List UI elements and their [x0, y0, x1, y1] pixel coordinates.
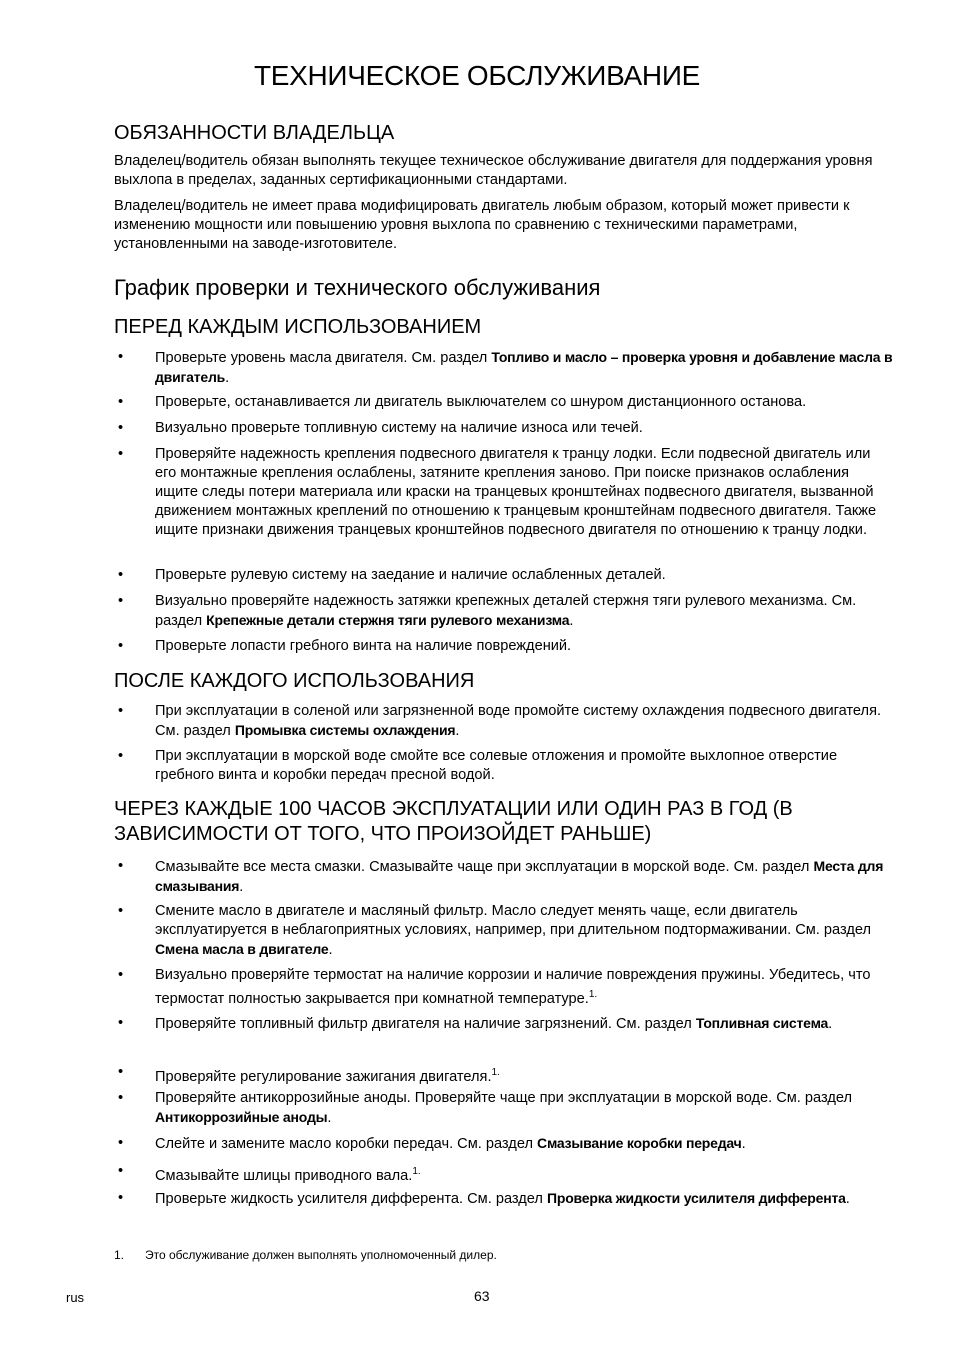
- list-item: • При эксплуатации в морской воде смойте все солевые отложения и промойте выхлопное отверстие гребного винта и коробки передач пресной водой.: [118, 748, 838, 783]
- list-item: • Визуально проверяйте термостат на наличие коррозии и наличие повреждения пружины. Убедитесь, что термостат полностью закрывается при комнатной температуре.$^{1.}$: [118, 967, 871, 1007]
- after-heading: ПОСЛЕ КАЖДОГО ИСПОЛЬЗОВАНИЯ: [114, 670, 475, 692]
- list-item: • Визуально проверьте топливную систему на наличие износа или течей.: [118, 420, 643, 436]
- list-item: • При эксплуатации в соленой или загрязненной воде промойте систему охлаждения подвесного двигателя. См. раздел Промывка системы охлаждения.: [118, 703, 882, 739]
- footer-language: rus: [66, 1290, 85, 1305]
- list-item: • Проверяйте надежность крепления подвесного двигателя к транцу лодки. Если подвесной двигатель или его монтажные крепления ослаблены, затяните крепления заново. При поиске признаков ослабления ищите следы потери материала или краски на транцевых кронштейнах подвесного двигателя, вызванной движением монтажных креплений по отношению к транцевым кронштейнам подвесного двигателя. Также ищите признаки движения транцевых кронштейнов подвесного двигателя по отношению к транцу лодки.: [118, 446, 877, 538]
- footnote-text: Это обслуживание должен выполнять уполномоченный дилер.: [145, 1248, 497, 1262]
- list-item: • Визуально проверяйте надежность затяжки крепежных деталей стержня тяги рулевого механизма. См. раздел Крепежные детали стержня тяги рулевого механизма.: [118, 593, 857, 629]
- section-reference: Промывка системы охлаждения: [234, 722, 456, 738]
- section-reference: Смазывание коробки передач: [537, 1135, 742, 1151]
- every100-heading: ЧЕРЕЗ КАЖДЫЕ 100 ЧАСОВ ЭКСПЛУАТАЦИИ ИЛИ ОДИН РАЗ В ГОД (В ЗАВИСИМОСТИ ОТ ТОГО, ЧТО ПРОИЗОЙДЕТ РАНЬШЕ): [114, 798, 793, 845]
- list-item: • Проверяйте топливный фильтр двигателя на наличие загрязнений. См. раздел Топливная система.: [118, 1015, 833, 1032]
- footnote-marker: 1.: [491, 1067, 500, 1078]
- owner-heading: ОБЯЗАННОСТИ ВЛАДЕЛЬЦА: [114, 122, 395, 144]
- section-reference: Антикоррозийные аноды: [155, 1109, 328, 1125]
- section-reference: Крепежные детали стержня тяги рулевого механизма: [206, 612, 570, 628]
- footnote-marker: 1.: [412, 1166, 421, 1177]
- list-item: • Смазывайте шлицы приводного вала.$^{1.}$: [118, 1163, 421, 1184]
- list-item: • Проверяйте антикоррозийные аноды. Проверяйте чаще при эксплуатации в морской воде. См. раздел Антикоррозийные аноды.: [118, 1090, 853, 1126]
- section-reference: Смена масла в двигателе: [155, 941, 329, 957]
- owner-paragraph-2: Владелец/водитель не имеет права модифицировать двигатель любым образом, который может привести к изменению мощности или повышению уровня выхлопа по сравнению с техническими параметрами, установленными на заводе-изготовителе.: [114, 198, 850, 252]
- owner-paragraph-1: Владелец/водитель обязан выполнять текущее техническое обслуживание двигателя для поддержания уровня выхлопа в пределах, заданных сертификационными стандартами.: [114, 153, 873, 188]
- list-item: • Проверьте уровень масла двигателя. См. раздел Топливо и масло – проверка уровня и добавление масла в двигатель.: [118, 349, 893, 386]
- list-item: • Проверьте жидкость усилителя дифферента. См. раздел Проверка жидкости усилителя дифферента.: [118, 1190, 850, 1207]
- before-heading: ПЕРЕД КАЖДЫМ ИСПОЛЬЗОВАНИЕМ: [114, 316, 482, 338]
- section-reference: Места для смазывания: [155, 858, 884, 894]
- page-number: 63: [474, 1288, 490, 1304]
- section-reference: Топливная система: [695, 1015, 829, 1031]
- page-title: ТЕХНИЧЕСКОЕ ОБСЛУЖИВАНИЕ: [253, 60, 701, 91]
- list-item: • Смените масло в двигателе и масляный фильтр. Масло следует менять чаще, если двигатель эксплуатируется в неблагоприятных условиях, например, при длительном подтормаживании. См. раздел Смена масла в двигателе.: [118, 903, 871, 958]
- list-item: • Проверьте рулевую систему на заедание и наличие ослабленных деталей.: [118, 567, 666, 583]
- list-item: • Смазывайте все места смазки. Смазывайте чаще при эксплуатации в морской воде. См. раздел Места для смазывания.: [118, 858, 884, 895]
- list-item: • Проверяйте регулирование зажигания двигателя.$^{1.}$: [118, 1064, 500, 1085]
- footnote-marker: 1.: [588, 989, 598, 1000]
- section-reference: Топливо и масло – проверка уровня и добавление масла в двигатель: [155, 349, 893, 385]
- list-item: • Слейте и замените масло коробки передач. См. раздел Смазывание коробки передач.: [118, 1135, 746, 1152]
- footnote: [114, 1248, 497, 1262]
- footnote-number: 1.: [114, 1248, 125, 1262]
- list-item: • Проверьте, останавливается ли двигатель выключателем со шнуром дистанционного останова.: [118, 394, 807, 410]
- section-reference: Проверка жидкости усилителя дифферента: [546, 1190, 846, 1206]
- list-item: • Проверьте лопасти гребного винта на наличие повреждений.: [118, 638, 572, 654]
- schedule-heading: График проверки и технического обслуживания: [114, 275, 601, 300]
